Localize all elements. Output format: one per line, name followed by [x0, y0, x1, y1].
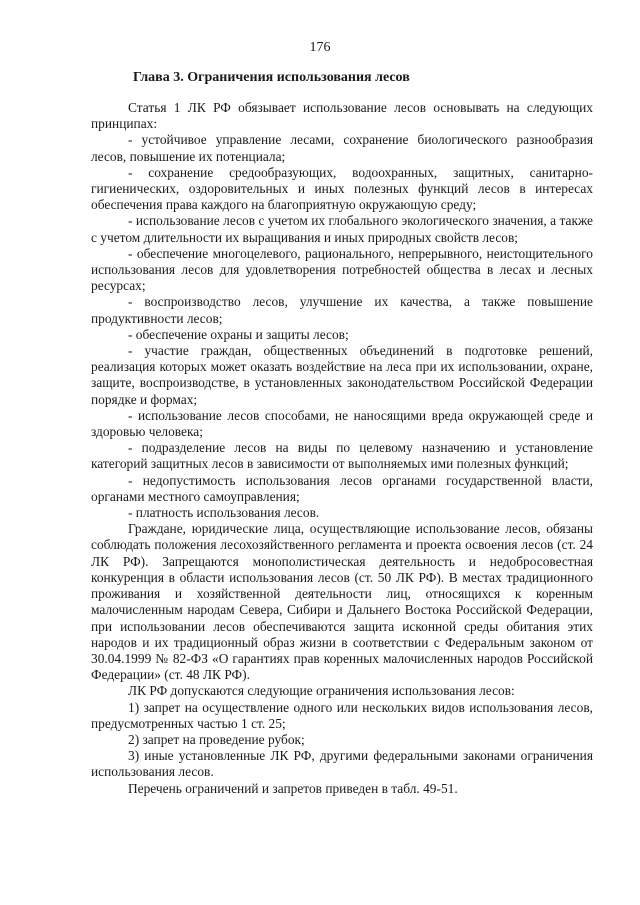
- paragraph-intro: Статья 1 ЛК РФ обязывает использование лесов основывать на следующих принципах:: [91, 100, 593, 132]
- paragraph-restrictions-intro: ЛК РФ допускаются следующие ограничения использования лесов:: [128, 683, 515, 699]
- body-text: [91, 100, 593, 797]
- list-item-restriction: 1) запрет на осуществление одного или нескольких видов использования лесов, предусмотренных частью 1 ст. 25;: [91, 699, 593, 731]
- list-item-principle: - устойчивое управление лесами, сохранение биологического разнообразия лесов, повышение их потенциала;: [91, 132, 593, 164]
- chapter-title: Глава 3. Ограничения использования лесов: [133, 70, 410, 85]
- paragraph-obligations: Граждане, юридические лица, осуществляющие использование лесов, обязаны соблюдать положения лесохозяйственного регламента и проекта освоения лесов (ст. 24 ЛК РФ). Запрещаются монополистическая деятельность и недобросовестная конкуренция в области использования лесов (ст. 50 ЛК РФ). В местах традиционного проживания и хозяйственной деятельности лиц, относящихся к коренным малочисленным народам Севера, Сибири и Дальнего Востока Российской Федерации, при использовании лесов обеспечиваются защита исконной среды обитания этих народов и их традиционный образ жизни в соответствии с Федеральным законом от 30.04.1999 № 82-ФЗ «О гарантиях прав коренных малочисленных народов Российской Федерации» (ст. 48 ЛК РФ).: [91, 521, 593, 683]
- page-number: 176: [309, 40, 331, 55]
- list-item-principle: - использование лесов с учетом их глобального экологического значения, а также с учетом длительности их выращивания и иных природных свойств лесов;: [91, 213, 593, 245]
- paragraph-table-reference: Перечень ограничений и запретов приведен в табл. 49-51.: [128, 780, 458, 796]
- list-item-principle: - сохранение средообразующих, водоохранных, защитных, санитарно-гигиенических, оздоровительных и иных полезных функций лесов в интересах обеспечения права каждого на благоприятную окружающую среду;: [91, 164, 593, 213]
- list-item-restriction: 2) запрет на проведение рубок;: [128, 731, 305, 747]
- list-item-principle: - участие граждан, общественных объединений в подготовке решений, реализация которых может оказать воздействие на леса при их использовании, охране, защите, воспроизводстве, в установленных законодательством Российской Федерации порядке и формах;: [91, 343, 593, 407]
- list-item-principle: - обеспечение охраны и защиты лесов;: [128, 326, 349, 342]
- list-item-principle: - платность использования лесов.: [128, 505, 320, 521]
- list-item-restriction: 3) иные установленные ЛК РФ, другими федеральными законами ограничения использования лесов.: [91, 748, 593, 780]
- list-item-principle: - воспроизводство лесов, улучшение их качества, а также повышение продуктивности лесов;: [91, 294, 593, 326]
- list-item-principle: - обеспечение многоцелевого, рационального, непрерывного, неистощительного использования лесов для удовлетворения потребностей общества в лесах и лесных ресурсах;: [91, 245, 593, 294]
- list-item-principle: - подразделение лесов на виды по целевому назначению и установление категорий защитных лесов в зависимости от выполняемых ими полезных функций;: [91, 440, 593, 472]
- list-item-principle: - использование лесов способами, не наносящими вреда окружающей среде и здоровью человека;: [91, 407, 593, 440]
- list-item-principle: - недопустимость использования лесов органами государственной власти, органами местного самоуправления;: [91, 472, 593, 504]
